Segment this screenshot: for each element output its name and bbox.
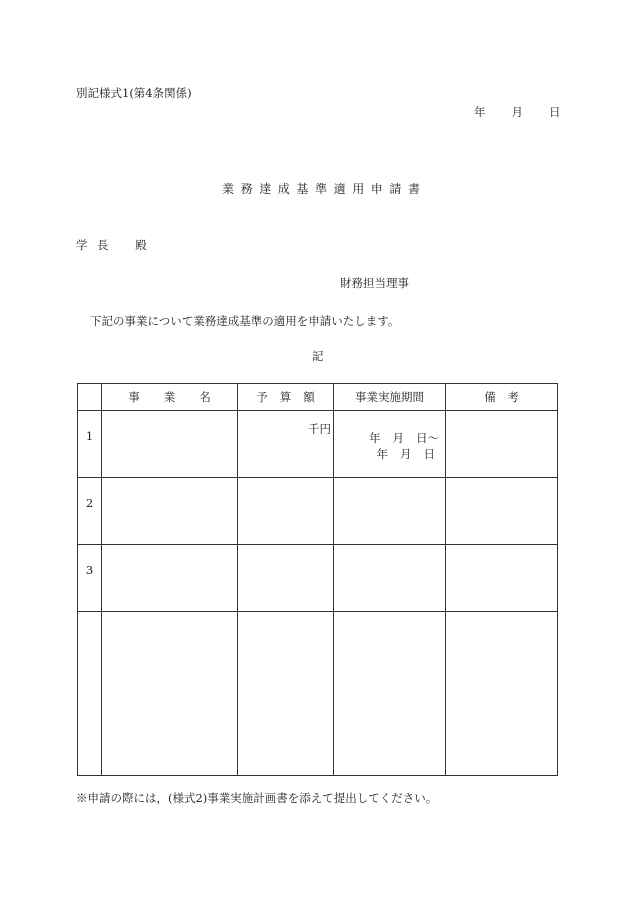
header-project-name: 事 業 名 <box>102 384 238 411</box>
date-year: 年 <box>474 105 486 119</box>
budget-cell[interactable] <box>238 612 334 776</box>
period-cell[interactable] <box>334 612 446 776</box>
table-row <box>78 411 558 478</box>
header-num <box>78 384 102 411</box>
table-header-row <box>78 384 558 411</box>
row-number: 1 <box>78 411 102 478</box>
table-row <box>78 478 558 545</box>
row-number: 2 <box>78 478 102 545</box>
period-cell[interactable] <box>334 478 446 545</box>
table-row <box>78 545 558 612</box>
budget-unit: 千円 <box>308 422 331 436</box>
period-cell[interactable] <box>334 545 446 612</box>
date-month: 月 <box>511 105 523 119</box>
budget-cell[interactable] <box>238 478 334 545</box>
remarks-cell[interactable] <box>446 411 558 478</box>
row-number: 3 <box>78 545 102 612</box>
document-title: 業務達成基準適用申請書 <box>222 182 427 196</box>
project-name-cell[interactable] <box>102 478 238 545</box>
remarks-cell[interactable] <box>446 545 558 612</box>
date-line <box>474 104 561 120</box>
header-period: 事業実施期間 <box>334 384 446 411</box>
sender: 財務担当理事 <box>340 276 409 290</box>
form-label: 別記様式1(第4条関係) <box>76 86 192 100</box>
project-name-cell[interactable] <box>102 612 238 776</box>
date-day: 日 <box>549 105 561 119</box>
footnote: ※申請の際には，(様式2)事業実施計画書を添えて提出してください。 <box>76 791 438 805</box>
table-row <box>78 612 558 776</box>
row-number <box>78 612 102 776</box>
project-name-cell[interactable] <box>102 411 238 478</box>
period-start: 年 月 日〜 <box>369 431 439 445</box>
project-name-cell[interactable] <box>102 545 238 612</box>
remarks-cell[interactable] <box>446 612 558 776</box>
budget-cell[interactable] <box>238 545 334 612</box>
remarks-cell[interactable] <box>446 478 558 545</box>
addressee-honorific: 殿 <box>135 238 147 252</box>
application-table <box>77 383 558 776</box>
intro-text: 下記の事業について業務達成基準の適用を申請いたします。 <box>90 314 400 328</box>
addressee <box>76 237 147 253</box>
period-cell[interactable] <box>334 411 446 478</box>
period-end: 年 月 日 <box>376 447 435 461</box>
ki-label: 記 <box>312 349 324 363</box>
addressee-prefix: 学 長 <box>76 238 112 252</box>
budget-cell[interactable] <box>238 411 334 478</box>
header-budget: 予 算 額 <box>238 384 334 411</box>
header-remarks: 備 考 <box>446 384 558 411</box>
